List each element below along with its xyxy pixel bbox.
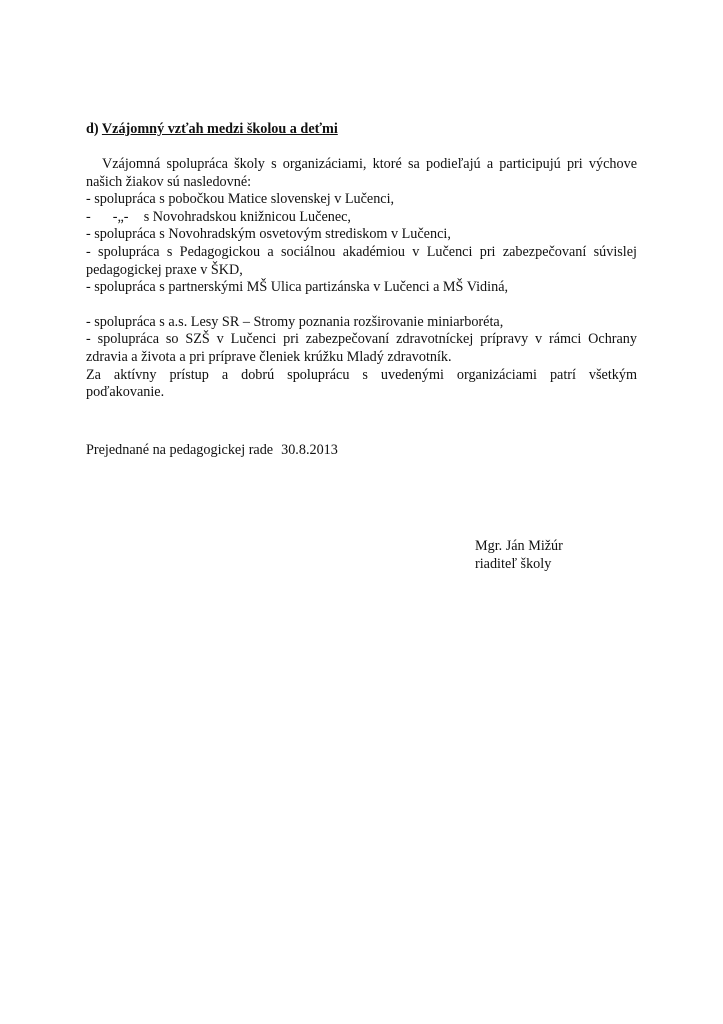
list-item-szs-line-2: zdravia a života a pri príprave členiek krúžku Mladý zdravotník. (86, 348, 452, 365)
list-item-kniznica (86, 209, 637, 227)
list-item-szs-line-1: - spolupráca so SZŠ v Lučenci pri zabezpečovaní zdravotníckej prípravy v rámci Ochrany (86, 331, 637, 348)
list-item-matica: - spolupráca s pobočkou Matice slovenskej v Lučenci, (86, 191, 395, 208)
signature-block (475, 538, 563, 573)
list-item-akademia-line-1: - spolupráca s Pedagogickou a sociálnou akadémiou v Lučenci pri zabezpečovaní súvislej (86, 243, 637, 260)
signature-name: Mgr. Ján Mižúr (475, 538, 563, 554)
list-item-akademia-line-2: pedagogickej praxe v ŠKD, (86, 261, 243, 278)
list-item-kniznica-ditto: -„- (112, 208, 129, 225)
intro-line-1: Vzájomná spolupráca školy s organizáciami, ktoré sa podieľajú a participujú pri výchove (102, 156, 637, 172)
section-body (86, 156, 637, 402)
approval-label: Prejednané na pedagogickej rade (86, 442, 274, 458)
section-heading-title: Vzájomný vzťah medzi školou a deťmi (101, 121, 338, 137)
intro-line-2: našich žiakov sú nasledovné: (86, 173, 252, 190)
approval-date: 30.8.2013 (281, 442, 338, 458)
list-item-kniznica-text: s Novohradskou knižnicou Lučenec, (143, 208, 351, 225)
thanks-line-1: Za aktívny prístup a dobrú spoluprácu s uvedenými organizáciami patrí všetkým (86, 366, 637, 383)
section-heading (86, 121, 338, 139)
signature-role: riaditeľ školy (475, 555, 552, 572)
list-item-ms: - spolupráca s partnerskými MŠ Ulica partizánska v Lučenci a MŠ Vidiná, (86, 279, 509, 296)
thanks-line-2: poďakovanie. (86, 384, 165, 401)
section-heading-prefix: d) (86, 121, 102, 137)
list-item-lesy: - spolupráca s a.s. Lesy SR – Stromy poznania rozširovanie miniarboréta, (86, 313, 504, 330)
list-item-osveta: - spolupráca s Novohradským osvetovým strediskom v Lučenci, (86, 226, 451, 243)
paragraph-gap (86, 297, 637, 314)
list-item-kniznica-dash: - (86, 208, 91, 225)
approval-note (86, 442, 338, 460)
